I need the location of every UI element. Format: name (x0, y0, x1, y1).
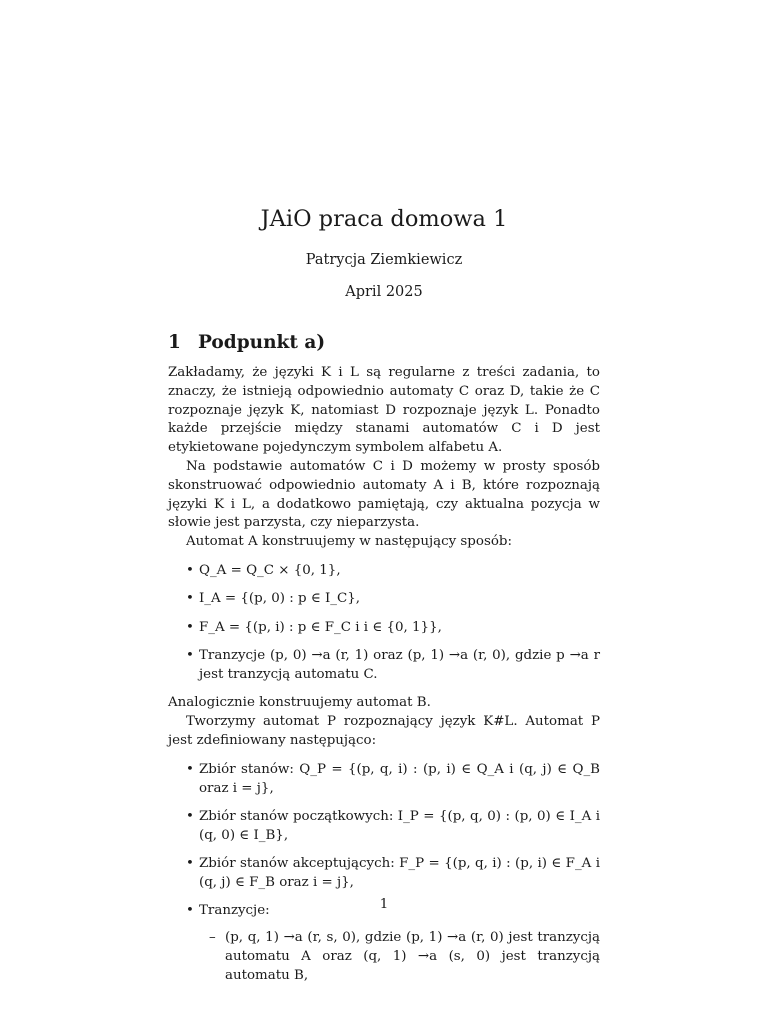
list-item-text: Q_A = Q_C × {0, 1}, (199, 562, 341, 578)
section-number: 1 (168, 332, 181, 353)
paragraph: Analogicznie konstruujemy automat B. (168, 695, 431, 711)
paragraph: Tworzymy automat P rozpoznający język K#L. Automat P jest zdefiniowany następująco: (168, 714, 600, 749)
document-title: JAiO praca domowa 1 (260, 206, 508, 232)
list-item-text: Tranzycje (p, 0) →a (r, 1) oraz (p, 1) →a (r, 0), gdzie p →a r jest tranzycją automatu C. (199, 647, 600, 682)
bullet-icon: • (186, 619, 194, 635)
bullet-icon: • (186, 562, 194, 578)
list-item-text: I_A = {(p, 0) : p ∈ I_C}, (199, 591, 360, 607)
paragraph: Automat A konstruujemy w następujący sposób: (186, 534, 512, 550)
dash-icon: – (209, 929, 216, 945)
paragraph: Zakładamy, że języki K i L są regularne z treści zadania, to znaczy, że istnieją odpowiednio automaty C oraz D, takie że C rozpoznaje język K, natomiast D rozpoznaje język L. Ponadto każde przejście między stanami automatów C i D jest etykietowane pojedynczym symbolem alfabetu A. (168, 365, 600, 456)
section-title: Podpunkt a) (198, 332, 326, 353)
list-item-text: Zbiór stanów początkowych: I_P = {(p, q, 0) : (p, 0) ∈ I_A i (q, 0) ∈ I_B}, (199, 808, 600, 843)
document-date: April 2025 (345, 284, 423, 300)
sublist-item (199, 929, 600, 985)
list-item (168, 647, 600, 685)
automaton-p-definition-list (168, 761, 600, 985)
list-item (168, 619, 600, 638)
document-author: Patrycja Ziemkiewicz (305, 252, 463, 268)
transition-sublist (199, 929, 600, 985)
list-item-text: Zbiór stanów: Q_P = {(p, q, i) : (p, i) ∈ Q_A i (q, j) ∈ Q_B oraz i = j}, (199, 761, 600, 796)
bullet-icon: • (186, 761, 194, 777)
list-item (168, 761, 600, 799)
sublist-item-text: (p, q, 1) →a (r, s, 0), gdzie (p, 1) →a (r, 0) jest tranzycją automatu A oraz (q, 1) →a (s, 0) jest tranzycją automatu B, (225, 929, 600, 983)
bullet-icon: • (186, 856, 194, 872)
list-item (168, 562, 600, 581)
bullet-icon: • (186, 903, 194, 919)
list-item (168, 808, 600, 846)
bullet-icon: • (186, 808, 194, 824)
automaton-a-definition-list (168, 562, 600, 684)
paragraph: Na podstawie automatów C i D możemy w prosty sposób skonstruować odpowiednio automaty A i B, które rozpoznają języki K i L, a dodatkowo pamiętają, czy aktualna pozycja w słowie jest parzysta, czy nieparzysta. (168, 458, 600, 531)
list-item-text: Tranzycje: (199, 903, 270, 919)
bullet-icon: • (186, 591, 194, 607)
list-item (168, 590, 600, 609)
list-item-text: F_A = {(p, i) : p ∈ F_C i i ∈ {0, 1}}, (199, 619, 442, 635)
list-item (168, 855, 600, 893)
section-heading (168, 332, 325, 353)
bullet-icon: • (186, 647, 194, 663)
list-item-text: Zbiór stanów akceptujących: F_P = {(p, q, i) : (p, i) ∈ F_A i (q, j) ∈ F_B oraz i = j}, (199, 856, 600, 890)
list-item (168, 902, 600, 985)
page-number: 1 (379, 897, 389, 912)
